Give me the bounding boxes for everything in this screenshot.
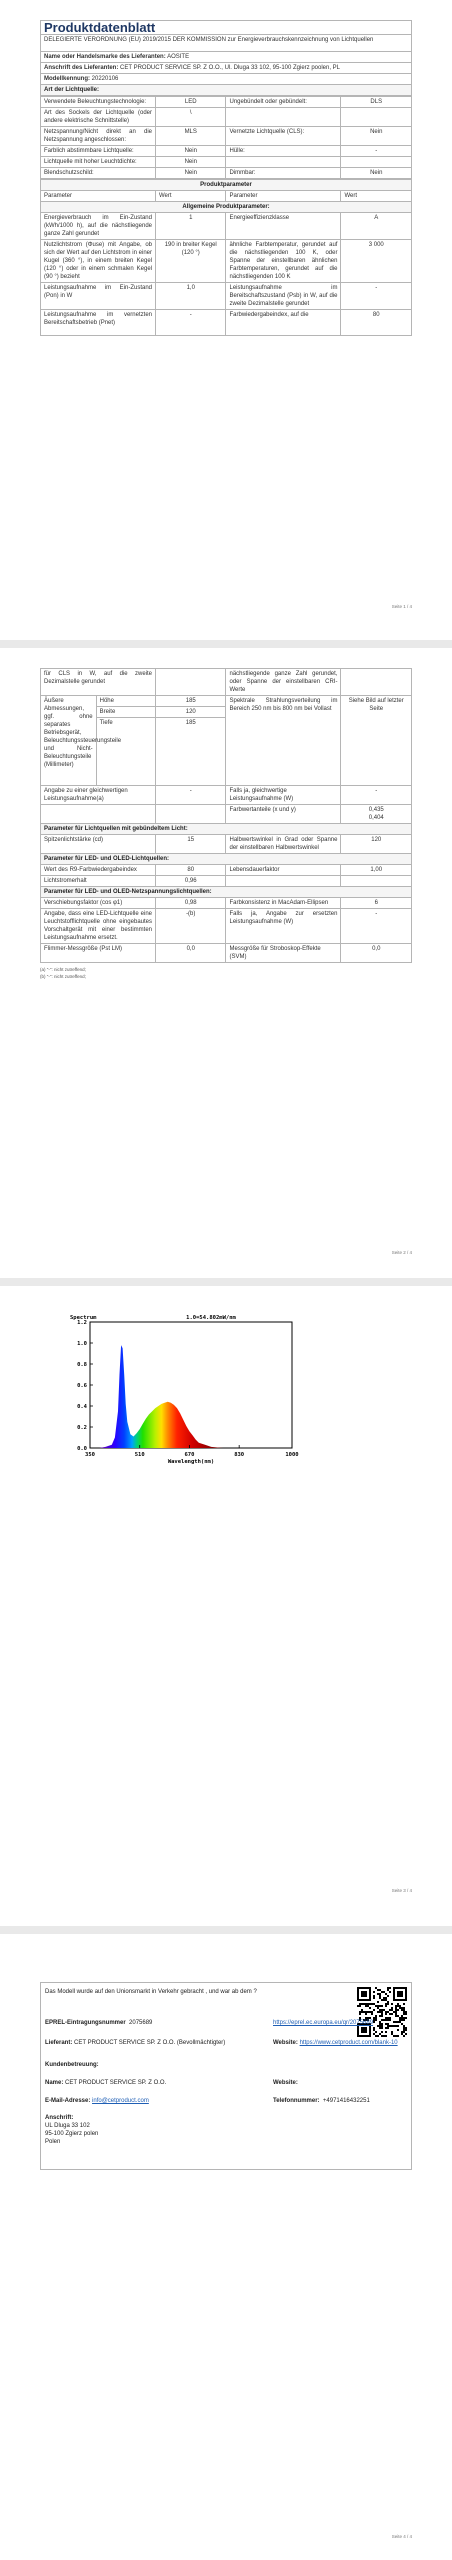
equivalent-power-watt-value: - xyxy=(341,786,412,805)
light-source-label: Netzspannung/Nicht direkt an die Netzspannung angeschlossen: xyxy=(41,127,156,146)
x-tick-label: 510 xyxy=(134,1452,145,1458)
y-tick-label: 0.4 xyxy=(77,1404,87,1410)
general-parameters-heading: Allgemeine Produktparameter: xyxy=(41,202,412,213)
chromaticity-value: 0,435 0,404 xyxy=(341,805,412,824)
y-tick-label: 0.6 xyxy=(77,1383,87,1389)
light-source-label xyxy=(226,157,341,168)
light-source-label: Verwendete Beleuchtungstechnologie: xyxy=(41,97,156,108)
light-source-value: LED xyxy=(156,97,226,108)
eprel-link[interactable]: https://eprel.ec.europa.eu/qr/2075689 xyxy=(273,2020,374,2026)
beam-angle-value: 120 xyxy=(341,835,412,854)
x-tick-label: 830 xyxy=(234,1452,245,1458)
x-tick-label: 1000 xyxy=(285,1452,299,1458)
flicker-label: Flimmer-Messgröße (Pst LM) xyxy=(41,944,156,963)
light-source-value: DLS xyxy=(341,97,412,108)
continued-table xyxy=(40,668,412,963)
parameter-label: Energieverbrauch im Ein-Zustand (kWh/1000 h), auf die nächstliegende ganze Zahl gerundet xyxy=(41,213,156,240)
r9-label: Wert des R9-Farbwiedergabeindex xyxy=(41,865,156,876)
stroboscopic-value: 0,0 xyxy=(341,944,412,963)
light-source-row xyxy=(41,127,412,146)
replaced-power-label: Falls ja, Angabe zur ersetzten Leistungsaufnahme (W) xyxy=(226,909,341,944)
mains-heading: Parameter für LED- und OLED-Netzspannungslichtquellen: xyxy=(41,887,412,898)
colour-consistency-label: Farbkonsistenz in MacAdam-Ellipsen xyxy=(226,898,341,909)
parameter-label: Energieeffizienzklasse xyxy=(226,213,341,240)
directional-heading: Parameter für Lichtquellen mit gebündeltem Licht: xyxy=(41,824,412,835)
website-2-label: Website: xyxy=(273,2080,298,2086)
continued-param-2: nächstliegende ganze Zahl gerundet, oder Spanne der einstellbaren CRI-Werte xyxy=(226,669,341,696)
x-tick-label: 350 xyxy=(85,1452,95,1458)
parameter-label: Nutzlichtstrom (Φuse) mit Angabe, ob sich der Wert auf den Lichtstrom in einer Kugel (360 °), in einem breiten Kegel (120 °) oder in einem schmalen Kegel (90 °) bezieht xyxy=(41,240,156,283)
customer-service-label: Kundenbetreuung: xyxy=(45,2062,99,2068)
light-source-label: Hülle: xyxy=(226,146,341,157)
parameter-row xyxy=(41,310,412,336)
dim-width-label: Breite xyxy=(96,707,155,718)
light-source-label: Vernetzte Lichtquelle (CLS): xyxy=(226,127,341,146)
supplier-address: CET PRODUCT SERVICE SP. Z O.O., Ul. Dluga 33 102, 95-100 Zgierz poolen, PL xyxy=(120,65,341,71)
continued-param: für CLS in W, auf die zweite Dezimalstelle gerundet xyxy=(41,669,156,696)
dim-width-value: 120 xyxy=(156,707,226,718)
datasheet-page-1 xyxy=(40,20,412,336)
light-source-label: Art des Sockels der Lichtquelle (oder andere elektrische Schnittstelle) xyxy=(41,108,156,127)
beam-angle-label: Halbwertswinkel in Grad oder Spanne der einstellbaren Halbwertswinkel xyxy=(226,835,341,854)
website-label: Website: xyxy=(273,2040,298,2046)
parameter-label: Leistungsaufnahme im Bereitschaftszustand (Psb) in W, auf die zweite Dezimalstelle gerundet xyxy=(226,283,341,310)
colour-consistency-value: 6 xyxy=(341,898,412,909)
light-source-value: Nein xyxy=(156,168,226,179)
light-source-value: - xyxy=(341,146,412,157)
phone-label: Telefonnummer: xyxy=(273,2098,320,2104)
spectrum-area xyxy=(99,1345,223,1448)
supplier-name-label: Name oder Handelsmarke des Lieferanten: xyxy=(44,54,166,60)
light-source-row xyxy=(41,146,412,157)
fluorescent-replacement-label: Angabe, dass eine LED-Lichtquelle eine Leuchtstofflichtquelle ohne eingebautes Vorschaltgerät mit einer bestimmten Leistungsaufnahme ersetzt. xyxy=(41,909,156,944)
parameter-row xyxy=(41,283,412,310)
col-value-2: Wert xyxy=(341,191,412,202)
email-label: E-Mail-Adresse: xyxy=(45,2098,91,2104)
registration-sheet xyxy=(40,1982,412,2170)
registration-box xyxy=(40,1982,412,2170)
address-line: UL Dluga 33 102 xyxy=(45,2123,90,2129)
footnote-b: (b) "-": nicht zutreffend; xyxy=(40,974,86,979)
light-source-row xyxy=(41,168,412,179)
page-1 xyxy=(0,0,452,640)
page-number: Seite 4 / 4 xyxy=(391,2534,412,2539)
supplier-address-label: Anschrift des Lieferanten: xyxy=(44,65,119,71)
y-tick-label: 0.2 xyxy=(77,1425,87,1431)
model-label: Modellkennung: xyxy=(44,76,90,82)
light-source-row xyxy=(41,97,412,108)
footnotes xyxy=(40,966,412,980)
spectral-label: Spektrale Strahlungsverteilung im Bereich 250 nm bis 800 nm bei Vollast xyxy=(226,696,341,786)
page-4 xyxy=(0,1934,452,2560)
email-link[interactable]: info@cetproduct.com xyxy=(92,2098,149,2104)
col-parameter-2: Parameter xyxy=(226,191,341,202)
peak-intensity-label: Spitzenlichtstärke (cd) xyxy=(41,835,156,854)
parameter-value: 3 000 xyxy=(341,240,412,283)
light-source-value: Nein xyxy=(156,157,226,168)
displacement-factor-value: 0,98 xyxy=(156,898,226,909)
parameter-value: 1,0 xyxy=(156,283,226,310)
spectrum-chart xyxy=(60,1310,305,1470)
survival-factor-value: 1,00 xyxy=(341,865,412,876)
address-line: 95-100 Zgierz polen xyxy=(45,2131,99,2137)
light-source-row xyxy=(41,157,412,168)
light-source-table xyxy=(40,96,412,179)
flicker-value: 0,0 xyxy=(156,944,226,963)
light-source-value xyxy=(341,108,412,127)
chromaticity-label: Farbwertanteile (x und y) xyxy=(226,805,341,824)
light-source-label: Blendschutzschild: xyxy=(41,168,156,179)
equivalent-power-value: - xyxy=(156,786,226,805)
dim-depth-value: 185 xyxy=(156,718,226,786)
parameter-value: 190 in breiter Kegel (120 °) xyxy=(156,240,226,283)
document-title: Produktdatenblatt xyxy=(41,21,412,35)
lumen-maintenance-value: 0,96 xyxy=(156,876,226,887)
r9-value: 80 xyxy=(156,865,226,876)
col-value: Wert xyxy=(156,191,226,202)
parameter-label: Leistungsaufnahme im Ein-Zustand (Pon) in W xyxy=(41,283,156,310)
page-number: Seite 1 / 4 xyxy=(391,604,412,609)
fluorescent-replacement-value: -(b) xyxy=(156,909,226,944)
page-number: Seite 2 / 4 xyxy=(391,1250,412,1255)
light-source-value: MLS xyxy=(156,127,226,146)
datasheet-page-2 xyxy=(40,668,412,980)
dim-height-label: Höhe xyxy=(96,696,155,707)
parameter-value: 80 xyxy=(341,310,412,336)
spectrum-plot-area xyxy=(70,1315,299,1465)
model-id: 20220106 xyxy=(91,76,119,82)
replaced-power-value: - xyxy=(341,909,412,944)
light-source-value: Nein xyxy=(156,146,226,157)
light-source-label: Farblich abstimmbare Lichtquelle: xyxy=(41,146,156,157)
regulation-text: DELEGIERTE VERORDNUNG (EU) 2019/2015 DER KOMMISSION zur Energieverbrauchskennzeichnung von Lichtquellen xyxy=(41,35,412,52)
light-source-value: \ xyxy=(156,108,226,127)
y-tick-label: 0.8 xyxy=(77,1362,87,1368)
eprel-number: 2075689 xyxy=(129,2020,153,2026)
supplier-name: AOSITE xyxy=(167,54,190,60)
name-label: Name: xyxy=(45,2080,64,2086)
light-source-value xyxy=(341,157,412,168)
dim-height-value: 185 xyxy=(156,696,226,707)
page-2 xyxy=(0,648,452,1278)
equivalent-power-watt-label: Falls ja, gleichwertige Leistungsaufnahme (W) xyxy=(226,786,341,805)
col-parameter: Parameter xyxy=(41,191,156,202)
footnote-a: (a) "-": nicht zutreffend; xyxy=(40,967,86,972)
chart-title: 1.0=54.802mW/nm xyxy=(186,1315,236,1321)
parameter-value: - xyxy=(341,283,412,310)
y-tick-label: 1.2 xyxy=(77,1320,87,1326)
product-parameters-table xyxy=(40,179,412,336)
parameter-value: - xyxy=(156,310,226,336)
light-source-value: Nein xyxy=(341,168,412,179)
phone-value: +4971416432251 xyxy=(322,2098,370,2104)
y-axis-label: Spectrum xyxy=(70,1315,97,1321)
displacement-factor-label: Verschiebungsfaktor (cos φ1) xyxy=(41,898,156,909)
website-link[interactable]: https://www.cetproduct.com/blank-10 xyxy=(299,2040,398,2046)
parameter-value: 1 xyxy=(156,213,226,240)
parameter-label: ähnliche Farbtemperatur, gerundet auf die nächstliegenden 100 K, oder Spanne der einstellbaren ähnlichen Farbtemperaturen, gerundet auf die nächstliegenden 100 K xyxy=(226,240,341,283)
x-tick-label: 670 xyxy=(184,1452,195,1458)
light-source-row xyxy=(41,108,412,127)
y-tick-label: 0.0 xyxy=(77,1446,87,1452)
x-axis-label: Wavelength(nm) xyxy=(167,1459,215,1465)
light-source-label xyxy=(226,108,341,127)
lumen-maintenance-label: Lichtstromerhalt xyxy=(41,876,156,887)
page-3 xyxy=(0,1286,452,1926)
spectral-value: Siehe Bild auf letzter Seite xyxy=(341,696,412,786)
light-source-label: Dimmbar: xyxy=(226,168,341,179)
parameter-row xyxy=(41,240,412,283)
parameter-value: A xyxy=(341,213,412,240)
parameter-label: Leistungsaufnahme im vernetzten Bereitschaftsbetrieb (Pnet) xyxy=(41,310,156,336)
light-source-label: Ungebündelt oder gebündelt: xyxy=(226,97,341,108)
supplier-value: CET PRODUCT SERVICE SP. Z O.O. (Bevollmächtigter) xyxy=(74,2040,226,2046)
peak-intensity-value: 15 xyxy=(156,835,226,854)
supplier-label: Lieferant: xyxy=(45,2040,73,2046)
stroboscopic-label: Messgröße für Stroboskop-Effekte (SVM) xyxy=(226,944,341,963)
address-line: Polen xyxy=(45,2139,61,2145)
product-parameters-heading: Produktparameter xyxy=(41,180,412,191)
y-tick-label: 1.0 xyxy=(77,1341,87,1347)
qr-code-icon[interactable] xyxy=(357,1987,407,2037)
light-source-type-heading: Art der Lichtquelle: xyxy=(41,85,412,96)
page-number: Seite 3 / 4 xyxy=(391,1888,412,1893)
light-source-value: Nein xyxy=(341,127,412,146)
eprel-label: EPREL-Eintragungsnummer xyxy=(45,2020,126,2026)
name-value: CET PRODUCT SERVICE SP. Z O.O. xyxy=(65,2080,167,2086)
address-label: Anschrift: xyxy=(45,2115,74,2121)
equivalent-power-label: Angabe zu einer gleichwertigen Leistungsaufnahme(a) xyxy=(41,786,156,805)
header-table xyxy=(40,20,412,96)
market-text: Das Modell wurde auf den Unionsmarkt in Verkehr gebracht , und war ab dem ? xyxy=(45,1989,257,1995)
dimensions-label: Äußere Abmessungen, ggf. ohne separates Betriebsgerät, Beleuchtungssteuerungsteile und Nicht-Beleuchtungsteile (Millimeter) xyxy=(41,696,97,786)
dim-depth-label: Tiefe xyxy=(96,718,155,786)
spectrum-svg xyxy=(60,1310,305,1470)
led-heading: Parameter für LED- und OLED-Lichtquellen: xyxy=(41,854,412,865)
light-source-label: Lichtquelle mit hoher Leuchtdichte: xyxy=(41,157,156,168)
parameter-label: Farbwiedergabeindex, auf die xyxy=(226,310,341,336)
parameter-row xyxy=(41,213,412,240)
survival-factor-label: Lebensdauerfaktor xyxy=(226,865,341,876)
